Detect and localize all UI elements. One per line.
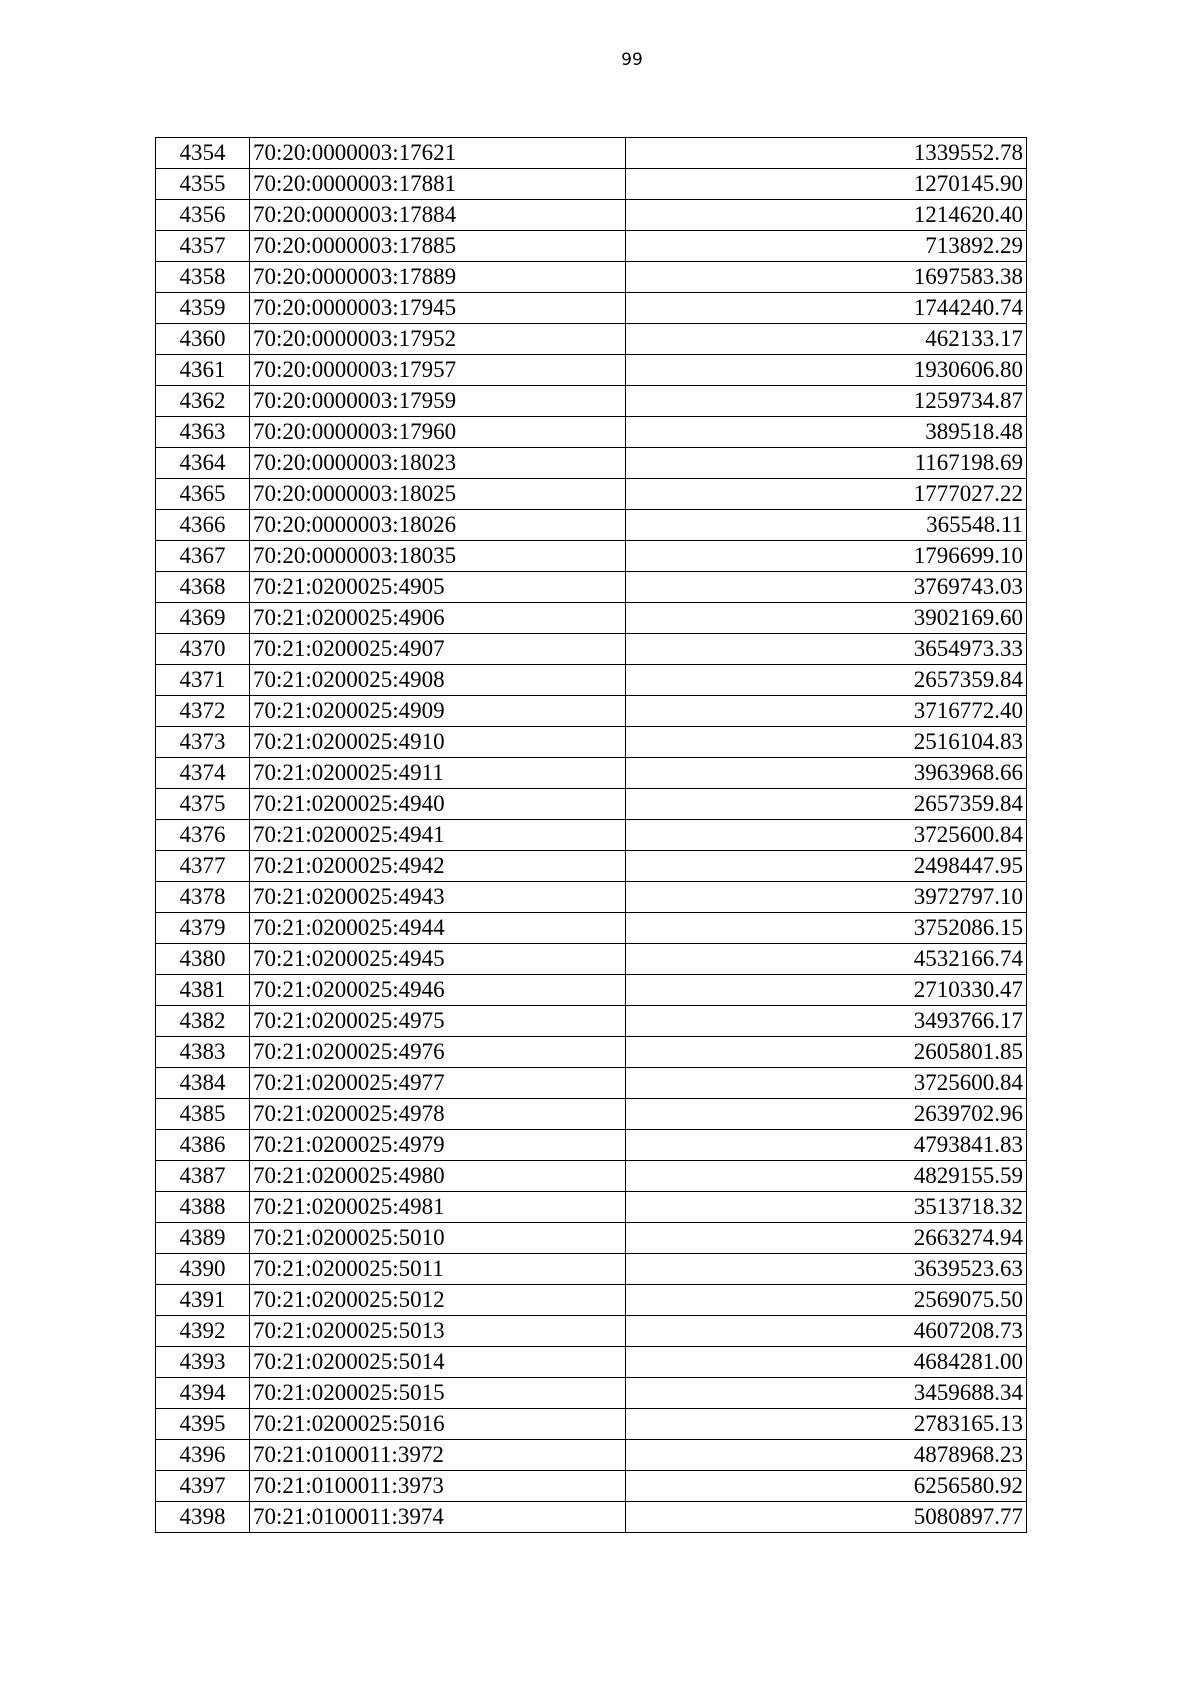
row-number-cell: 4398 (156, 1502, 250, 1533)
table-row (156, 510, 1027, 541)
row-number-cell: 4377 (156, 851, 250, 882)
table-row (156, 448, 1027, 479)
cadastral-value-cell: 4829155.59 (626, 1161, 1027, 1192)
cadastral-number-cell: 70:21:0200025:5010 (250, 1223, 626, 1254)
cadastral-number-cell: 70:21:0200025:4905 (250, 572, 626, 603)
row-number-cell: 4363 (156, 417, 250, 448)
cadastral-value-cell: 6256580.92 (626, 1471, 1027, 1502)
row-number-cell: 4389 (156, 1223, 250, 1254)
cadastral-number-cell: 70:21:0200025:4946 (250, 975, 626, 1006)
cadastral-value-cell: 713892.29 (626, 231, 1027, 262)
cadastral-value-cell: 3654973.33 (626, 634, 1027, 665)
cadastral-value-cell: 4878968.23 (626, 1440, 1027, 1471)
cadastral-value-cell: 3972797.10 (626, 882, 1027, 913)
cadastral-number-cell: 70:21:0200025:5015 (250, 1378, 626, 1409)
cadastral-number-cell: 70:20:0000003:18026 (250, 510, 626, 541)
cadastral-number-cell: 70:21:0100011:3973 (250, 1471, 626, 1502)
table-row (156, 758, 1027, 789)
row-number-cell: 4356 (156, 200, 250, 231)
table-body (156, 138, 1027, 1533)
table-row (156, 1409, 1027, 1440)
cadastral-number-cell: 70:20:0000003:17952 (250, 324, 626, 355)
row-number-cell: 4372 (156, 696, 250, 727)
cadastral-value-cell: 1777027.22 (626, 479, 1027, 510)
table-row (156, 1378, 1027, 1409)
row-number-cell: 4367 (156, 541, 250, 572)
row-number-cell: 4396 (156, 1440, 250, 1471)
table-row (156, 479, 1027, 510)
row-number-cell: 4364 (156, 448, 250, 479)
cadastral-number-cell: 70:20:0000003:18035 (250, 541, 626, 572)
cadastral-number-cell: 70:20:0000003:17945 (250, 293, 626, 324)
table-row (156, 1006, 1027, 1037)
table-row (156, 293, 1027, 324)
table-row (156, 882, 1027, 913)
row-number-cell: 4383 (156, 1037, 250, 1068)
cadastral-value-cell: 4793841.83 (626, 1130, 1027, 1161)
cadastral-number-cell: 70:21:0200025:4941 (250, 820, 626, 851)
table-row (156, 231, 1027, 262)
cadastral-value-cell: 2516104.83 (626, 727, 1027, 758)
cadastral-value-cell: 462133.17 (626, 324, 1027, 355)
cadastral-value-cell: 1744240.74 (626, 293, 1027, 324)
cadastral-value-cell: 1697583.38 (626, 262, 1027, 293)
cadastral-number-cell: 70:21:0200025:4909 (250, 696, 626, 727)
cadastral-value-cell: 2605801.85 (626, 1037, 1027, 1068)
table-row (156, 541, 1027, 572)
cadastral-value-cell: 2657359.84 (626, 665, 1027, 696)
table-row (156, 386, 1027, 417)
table-row (156, 1068, 1027, 1099)
table-row (156, 851, 1027, 882)
cadastral-value-cell: 1214620.40 (626, 200, 1027, 231)
row-number-cell: 4395 (156, 1409, 250, 1440)
row-number-cell: 4392 (156, 1316, 250, 1347)
row-number-cell: 4393 (156, 1347, 250, 1378)
row-number-cell: 4391 (156, 1285, 250, 1316)
cadastral-number-cell: 70:20:0000003:18023 (250, 448, 626, 479)
row-number-cell: 4375 (156, 789, 250, 820)
cadastral-value-cell: 5080897.77 (626, 1502, 1027, 1533)
row-number-cell: 4360 (156, 324, 250, 355)
row-number-cell: 4370 (156, 634, 250, 665)
row-number-cell: 4371 (156, 665, 250, 696)
row-number-cell: 4354 (156, 138, 250, 169)
table-row (156, 665, 1027, 696)
cadastral-value-cell: 3769743.03 (626, 572, 1027, 603)
row-number-cell: 4382 (156, 1006, 250, 1037)
cadastral-number-cell: 70:21:0200025:4911 (250, 758, 626, 789)
table-row (156, 1130, 1027, 1161)
cadastral-value-cell: 4607208.73 (626, 1316, 1027, 1347)
row-number-cell: 4386 (156, 1130, 250, 1161)
row-number-cell: 4365 (156, 479, 250, 510)
table-row (156, 634, 1027, 665)
cadastral-number-cell: 70:21:0200025:5016 (250, 1409, 626, 1440)
cadastral-value-cell: 1339552.78 (626, 138, 1027, 169)
cadastral-value-cell: 2657359.84 (626, 789, 1027, 820)
cadastral-value-cell: 2783165.13 (626, 1409, 1027, 1440)
cadastral-value-cell: 3493766.17 (626, 1006, 1027, 1037)
table-row (156, 603, 1027, 634)
cadastral-value-cell: 1259734.87 (626, 386, 1027, 417)
table-row (156, 820, 1027, 851)
cadastral-value-cell: 365548.11 (626, 510, 1027, 541)
table-row (156, 1471, 1027, 1502)
cadastral-number-cell: 70:21:0200025:4977 (250, 1068, 626, 1099)
cadastral-number-cell: 70:21:0200025:5014 (250, 1347, 626, 1378)
row-number-cell: 4357 (156, 231, 250, 262)
cadastral-number-cell: 70:21:0200025:5012 (250, 1285, 626, 1316)
cadastral-number-cell: 70:21:0200025:4907 (250, 634, 626, 665)
cadastral-number-cell: 70:21:0200025:4981 (250, 1192, 626, 1223)
cadastral-value-cell: 3725600.84 (626, 820, 1027, 851)
cadastral-value-cell: 3725600.84 (626, 1068, 1027, 1099)
cadastral-value-cell: 3639523.63 (626, 1254, 1027, 1285)
table-row (156, 1254, 1027, 1285)
cadastral-number-cell: 70:21:0200025:4979 (250, 1130, 626, 1161)
table-row (156, 1223, 1027, 1254)
cadastral-value-cell: 3459688.34 (626, 1378, 1027, 1409)
cadastral-number-cell: 70:21:0200025:4945 (250, 944, 626, 975)
table-row (156, 789, 1027, 820)
table-row (156, 417, 1027, 448)
row-number-cell: 4376 (156, 820, 250, 851)
table-row (156, 1037, 1027, 1068)
cadastral-value-cell: 1930606.80 (626, 355, 1027, 386)
row-number-cell: 4366 (156, 510, 250, 541)
cadastral-value-cell: 3963968.66 (626, 758, 1027, 789)
table-row (156, 1161, 1027, 1192)
cadastral-value-cell: 389518.48 (626, 417, 1027, 448)
cadastral-number-cell: 70:20:0000003:17885 (250, 231, 626, 262)
table-row (156, 1316, 1027, 1347)
table-row (156, 975, 1027, 1006)
row-number-cell: 4373 (156, 727, 250, 758)
table-row (156, 1192, 1027, 1223)
table-row (156, 913, 1027, 944)
cadastral-value-cell: 2663274.94 (626, 1223, 1027, 1254)
cadastral-number-cell: 70:20:0000003:17959 (250, 386, 626, 417)
cadastral-number-cell: 70:20:0000003:17957 (250, 355, 626, 386)
cadastral-value-cell: 3716772.40 (626, 696, 1027, 727)
cadastral-value-cell: 2498447.95 (626, 851, 1027, 882)
table-row (156, 572, 1027, 603)
cadastral-value-cell: 2569075.50 (626, 1285, 1027, 1316)
cadastral-number-cell: 70:21:0200025:4906 (250, 603, 626, 634)
table-row (156, 1347, 1027, 1378)
cadastral-number-cell: 70:21:0200025:4976 (250, 1037, 626, 1068)
row-number-cell: 4362 (156, 386, 250, 417)
cadastral-number-cell: 70:21:0200025:5011 (250, 1254, 626, 1285)
cadastral-number-cell: 70:20:0000003:17889 (250, 262, 626, 293)
row-number-cell: 4379 (156, 913, 250, 944)
cadastral-value-table (155, 137, 1027, 1533)
cadastral-number-cell: 70:20:0000003:17884 (250, 200, 626, 231)
cadastral-number-cell: 70:20:0000003:17960 (250, 417, 626, 448)
cadastral-number-cell: 70:21:0200025:4978 (250, 1099, 626, 1130)
cadastral-value-cell: 3902169.60 (626, 603, 1027, 634)
row-number-cell: 4361 (156, 355, 250, 386)
cadastral-number-cell: 70:21:0100011:3972 (250, 1440, 626, 1471)
row-number-cell: 4381 (156, 975, 250, 1006)
row-number-cell: 4390 (156, 1254, 250, 1285)
cadastral-value-cell: 3752086.15 (626, 913, 1027, 944)
cadastral-number-cell: 70:20:0000003:17621 (250, 138, 626, 169)
cadastral-value-cell: 1167198.69 (626, 448, 1027, 479)
cadastral-number-cell: 70:21:0200025:4940 (250, 789, 626, 820)
cadastral-number-cell: 70:21:0200025:4943 (250, 882, 626, 913)
cadastral-number-cell: 70:21:0200025:4980 (250, 1161, 626, 1192)
table-row (156, 200, 1027, 231)
table-row (156, 355, 1027, 386)
row-number-cell: 4358 (156, 262, 250, 293)
row-number-cell: 4388 (156, 1192, 250, 1223)
cadastral-number-cell: 70:21:0200025:4944 (250, 913, 626, 944)
row-number-cell: 4369 (156, 603, 250, 634)
cadastral-number-cell: 70:21:0200025:4908 (250, 665, 626, 696)
page-number: 99 (621, 50, 643, 70)
cadastral-value-cell: 4684281.00 (626, 1347, 1027, 1378)
row-number-cell: 4384 (156, 1068, 250, 1099)
cadastral-number-cell: 70:21:0200025:5013 (250, 1316, 626, 1347)
row-number-cell: 4368 (156, 572, 250, 603)
cadastral-value-cell: 1796699.10 (626, 541, 1027, 572)
cadastral-number-cell: 70:21:0200025:4975 (250, 1006, 626, 1037)
cadastral-number-cell: 70:21:0200025:4942 (250, 851, 626, 882)
cadastral-value-cell: 2639702.96 (626, 1099, 1027, 1130)
row-number-cell: 4355 (156, 169, 250, 200)
cadastral-value-cell: 3513718.32 (626, 1192, 1027, 1223)
cadastral-number-cell: 70:20:0000003:18025 (250, 479, 626, 510)
row-number-cell: 4378 (156, 882, 250, 913)
row-number-cell: 4374 (156, 758, 250, 789)
table-row (156, 262, 1027, 293)
cadastral-number-cell: 70:20:0000003:17881 (250, 169, 626, 200)
cadastral-value-cell: 1270145.90 (626, 169, 1027, 200)
row-number-cell: 4394 (156, 1378, 250, 1409)
table-row (156, 324, 1027, 355)
table-row (156, 1440, 1027, 1471)
row-number-cell: 4385 (156, 1099, 250, 1130)
row-number-cell: 4387 (156, 1161, 250, 1192)
cadastral-number-cell: 70:21:0200025:4910 (250, 727, 626, 758)
table-row (156, 138, 1027, 169)
table-row (156, 696, 1027, 727)
table-row (156, 944, 1027, 975)
row-number-cell: 4380 (156, 944, 250, 975)
row-number-cell: 4397 (156, 1471, 250, 1502)
cadastral-value-cell: 2710330.47 (626, 975, 1027, 1006)
table-row (156, 727, 1027, 758)
cadastral-number-cell: 70:21:0100011:3974 (250, 1502, 626, 1533)
table-row (156, 1099, 1027, 1130)
table-row (156, 1502, 1027, 1533)
table-row (156, 169, 1027, 200)
cadastral-value-cell: 4532166.74 (626, 944, 1027, 975)
row-number-cell: 4359 (156, 293, 250, 324)
table-row (156, 1285, 1027, 1316)
